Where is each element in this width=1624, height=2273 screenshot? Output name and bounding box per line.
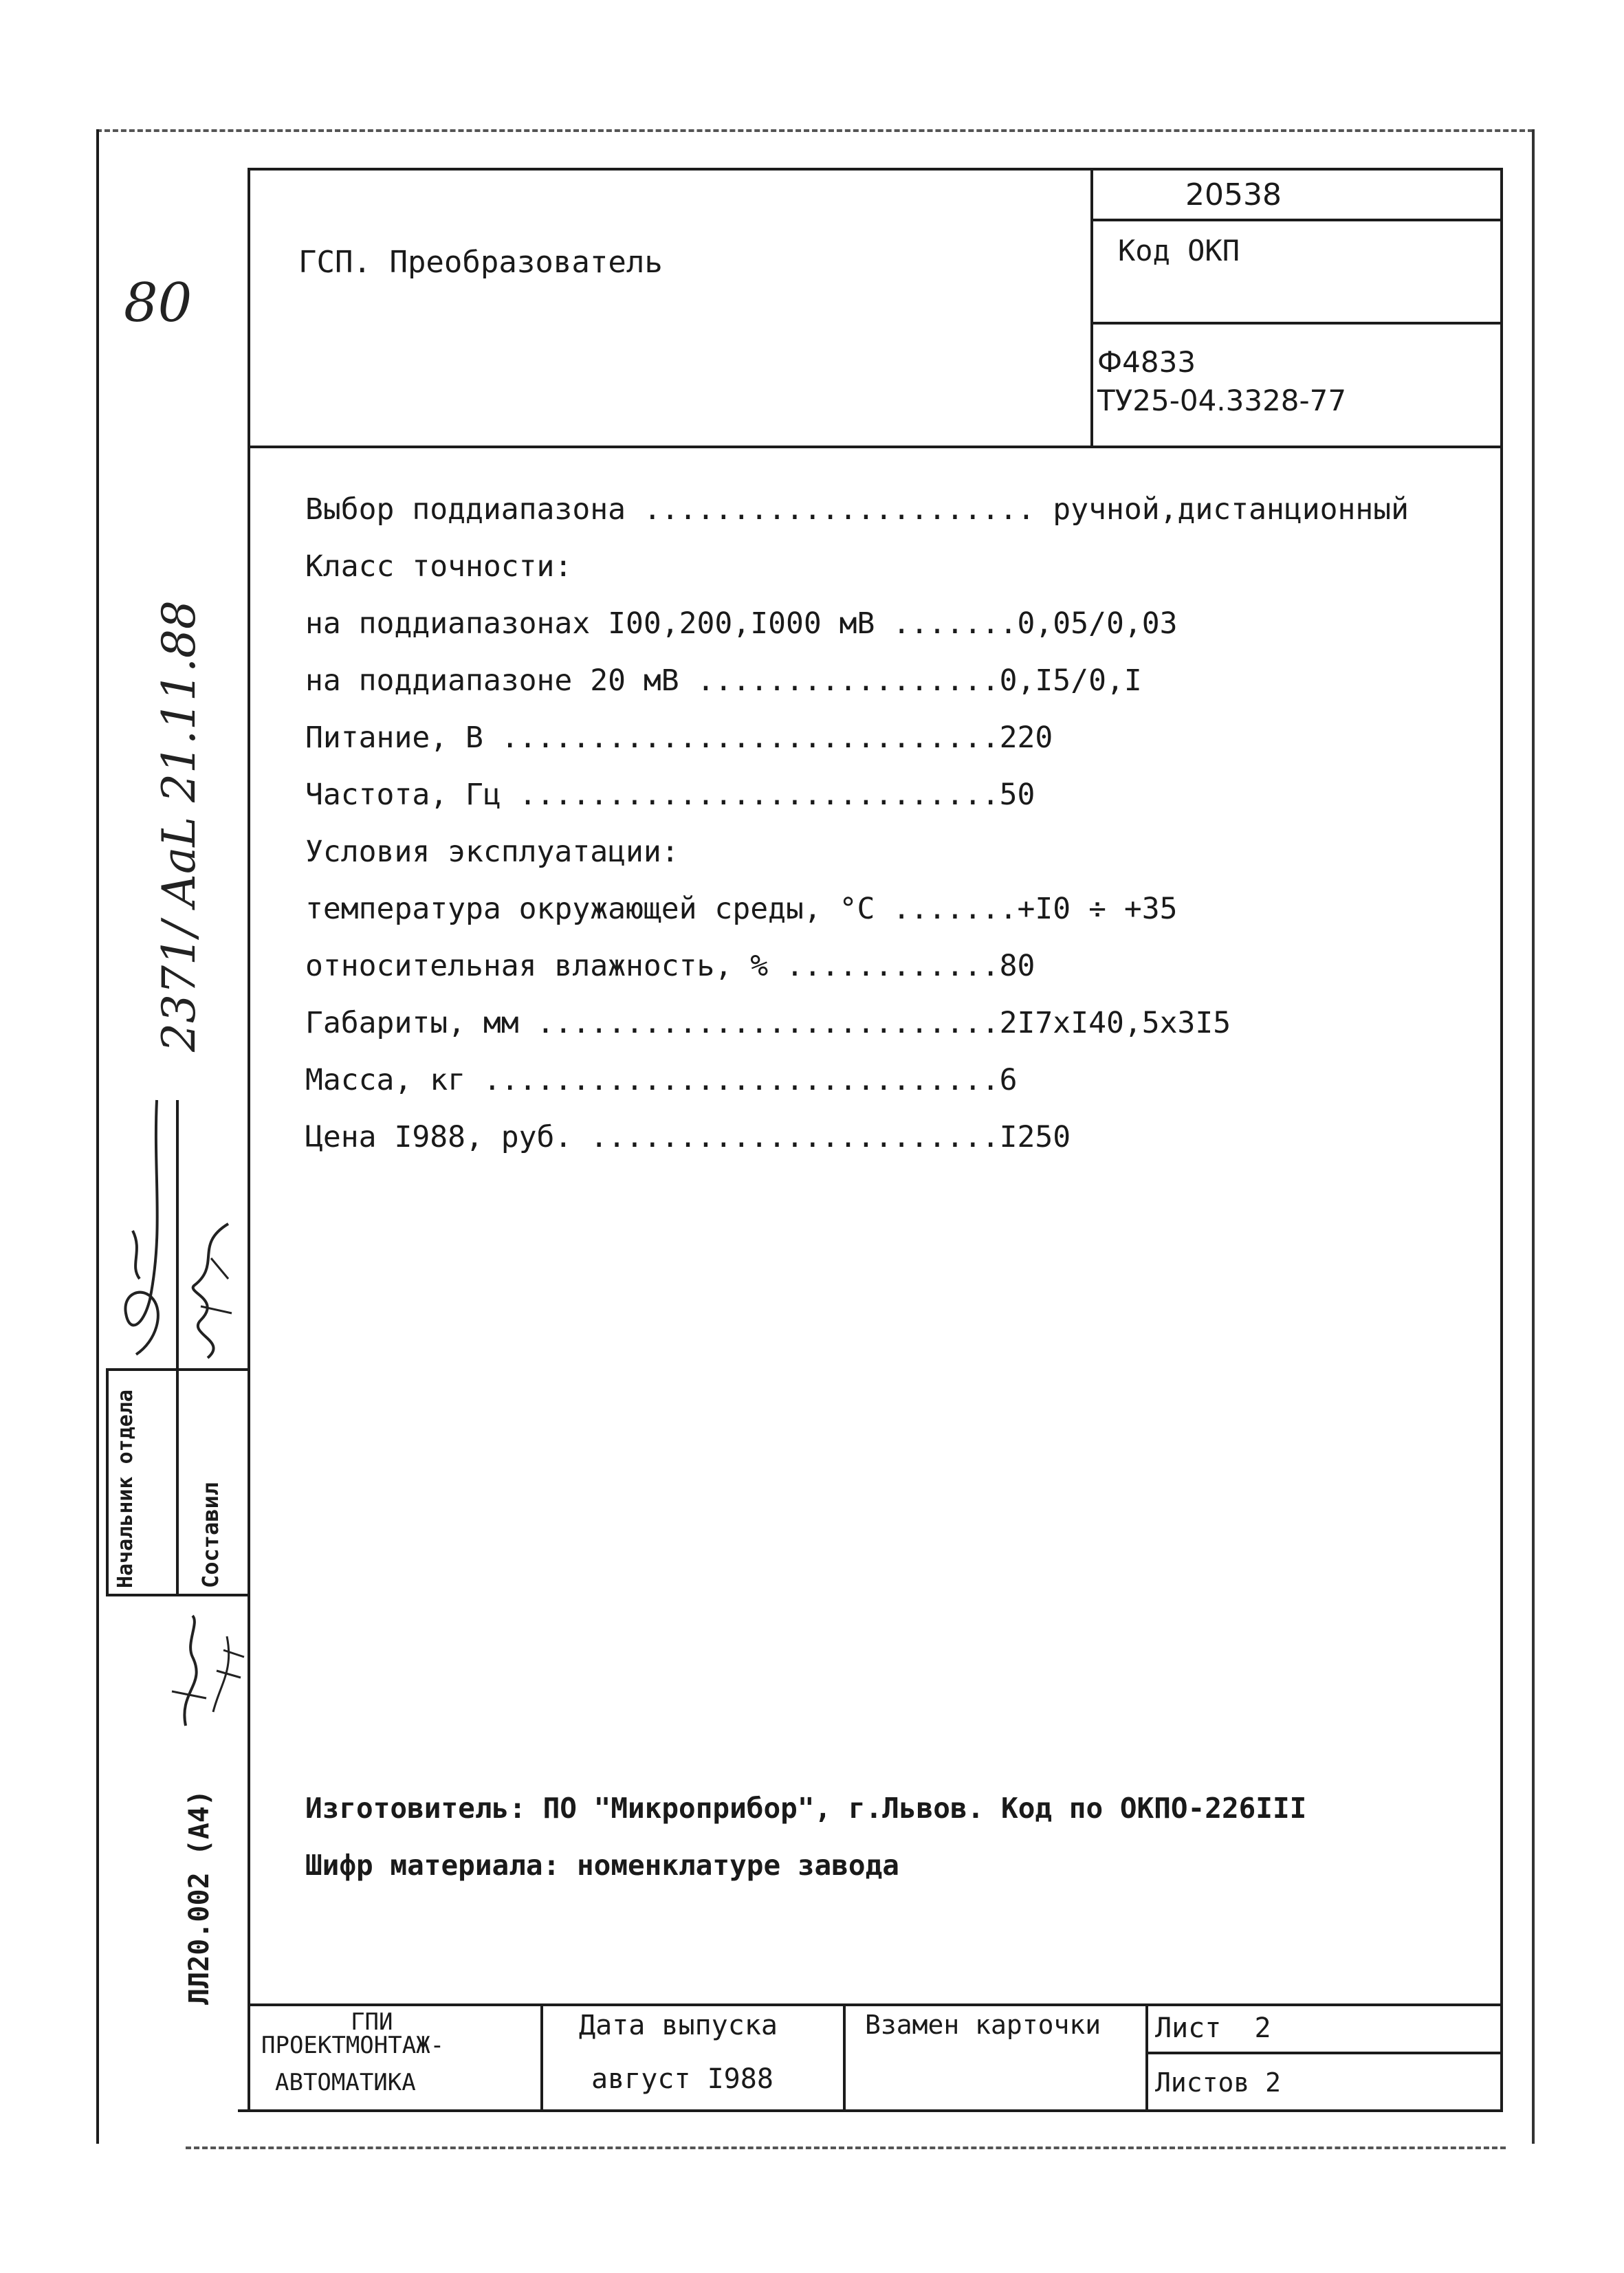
manufacturer-line: Изготовитель: ПО "Микроприбор", г.Львов. Код по ОКПО-226III xyxy=(305,1792,1307,1825)
footer-divider-2 xyxy=(843,2003,846,2111)
org-line-3: АВТОМАТИКА xyxy=(275,2069,416,2096)
margin-handwritten-note: 2371/ AaL 21.11.88 xyxy=(153,600,206,1052)
spec-row: Масса, кг .............................6 xyxy=(305,1063,1018,1097)
stamp-left-line xyxy=(106,1368,109,1596)
spec-row: на поддиапазонах I00,200,I000 мВ .......0,05/0,03 xyxy=(305,606,1178,641)
top-dashed-border xyxy=(96,129,1533,132)
frame-bottom xyxy=(238,2109,1503,2112)
approval-mark xyxy=(158,1609,248,1733)
frame-right xyxy=(1500,168,1503,2111)
okp-number: 20538 xyxy=(1185,177,1282,212)
spec-row: относительная влажность, % ............80 xyxy=(305,949,1035,983)
org-line-1: ГПИ xyxy=(351,2008,393,2036)
footer-divider-3 xyxy=(1145,2003,1148,2111)
footer-sheet-line xyxy=(1145,2052,1502,2054)
frame-left xyxy=(248,168,250,2111)
signature-head xyxy=(116,1093,177,1368)
header-vertical-divider xyxy=(1090,168,1093,447)
bottom-dashed-border xyxy=(186,2146,1506,2149)
stamp-head-label: Начальник отдела xyxy=(113,1390,138,1588)
spec-row: Питание, В ............................220 xyxy=(305,721,1053,755)
sheets-label: Листов 2 xyxy=(1155,2067,1282,2098)
product-title: ГСП. Преобразователь xyxy=(298,245,663,280)
spec-number: ТУ25-04.3328-77 xyxy=(1097,384,1347,417)
stamp-author-label: Составил xyxy=(197,1482,223,1588)
org-line-2: ПРОЕКТМОНТАЖ- xyxy=(261,2032,445,2059)
right-page-edge xyxy=(1532,129,1535,2144)
replace-label: Взамен карточки xyxy=(865,2010,1101,2040)
material-code-line: Шифр материала: номенклатуре завода xyxy=(305,1849,899,1882)
header-row-line-1 xyxy=(1090,219,1502,221)
spec-row: Класс точности: xyxy=(305,549,573,584)
header-row-line-2 xyxy=(1090,322,1502,325)
spec-row: температура окружающей среды, °C .......+I0 ÷ +35 xyxy=(305,892,1178,926)
form-code: ЛЛ20.002 (А4) xyxy=(184,1789,215,2005)
spec-row: Частота, Гц ...........................50 xyxy=(305,778,1035,812)
release-label: Дата выпуска xyxy=(579,2010,778,2041)
spec-row: Выбор поддиапазона ...................... ручной,дистанционный xyxy=(305,492,1409,527)
release-date: август I988 xyxy=(591,2063,773,2095)
page-number: 80 xyxy=(124,272,193,334)
spec-row: на поддиапазоне 20 мВ .................0,I5/0,I xyxy=(305,663,1142,698)
okp-label: Код ОКП xyxy=(1118,234,1240,267)
model-number: Ф4833 xyxy=(1097,345,1196,379)
sheet-label: Лист 2 xyxy=(1155,2012,1271,2044)
left-page-edge xyxy=(96,129,99,2144)
header-divider xyxy=(248,446,1503,448)
spec-row: Условия эксплуатации: xyxy=(305,835,679,869)
footer-divider-1 xyxy=(540,2003,543,2111)
footer-top xyxy=(248,2003,1503,2006)
signature-author xyxy=(180,1217,242,1361)
spec-row: Цена I988, руб. .......................I250 xyxy=(305,1120,1071,1154)
frame-top xyxy=(248,168,1503,171)
spec-row: Габариты, мм ..........................2I7xI40,5x3I5 xyxy=(305,1006,1231,1040)
